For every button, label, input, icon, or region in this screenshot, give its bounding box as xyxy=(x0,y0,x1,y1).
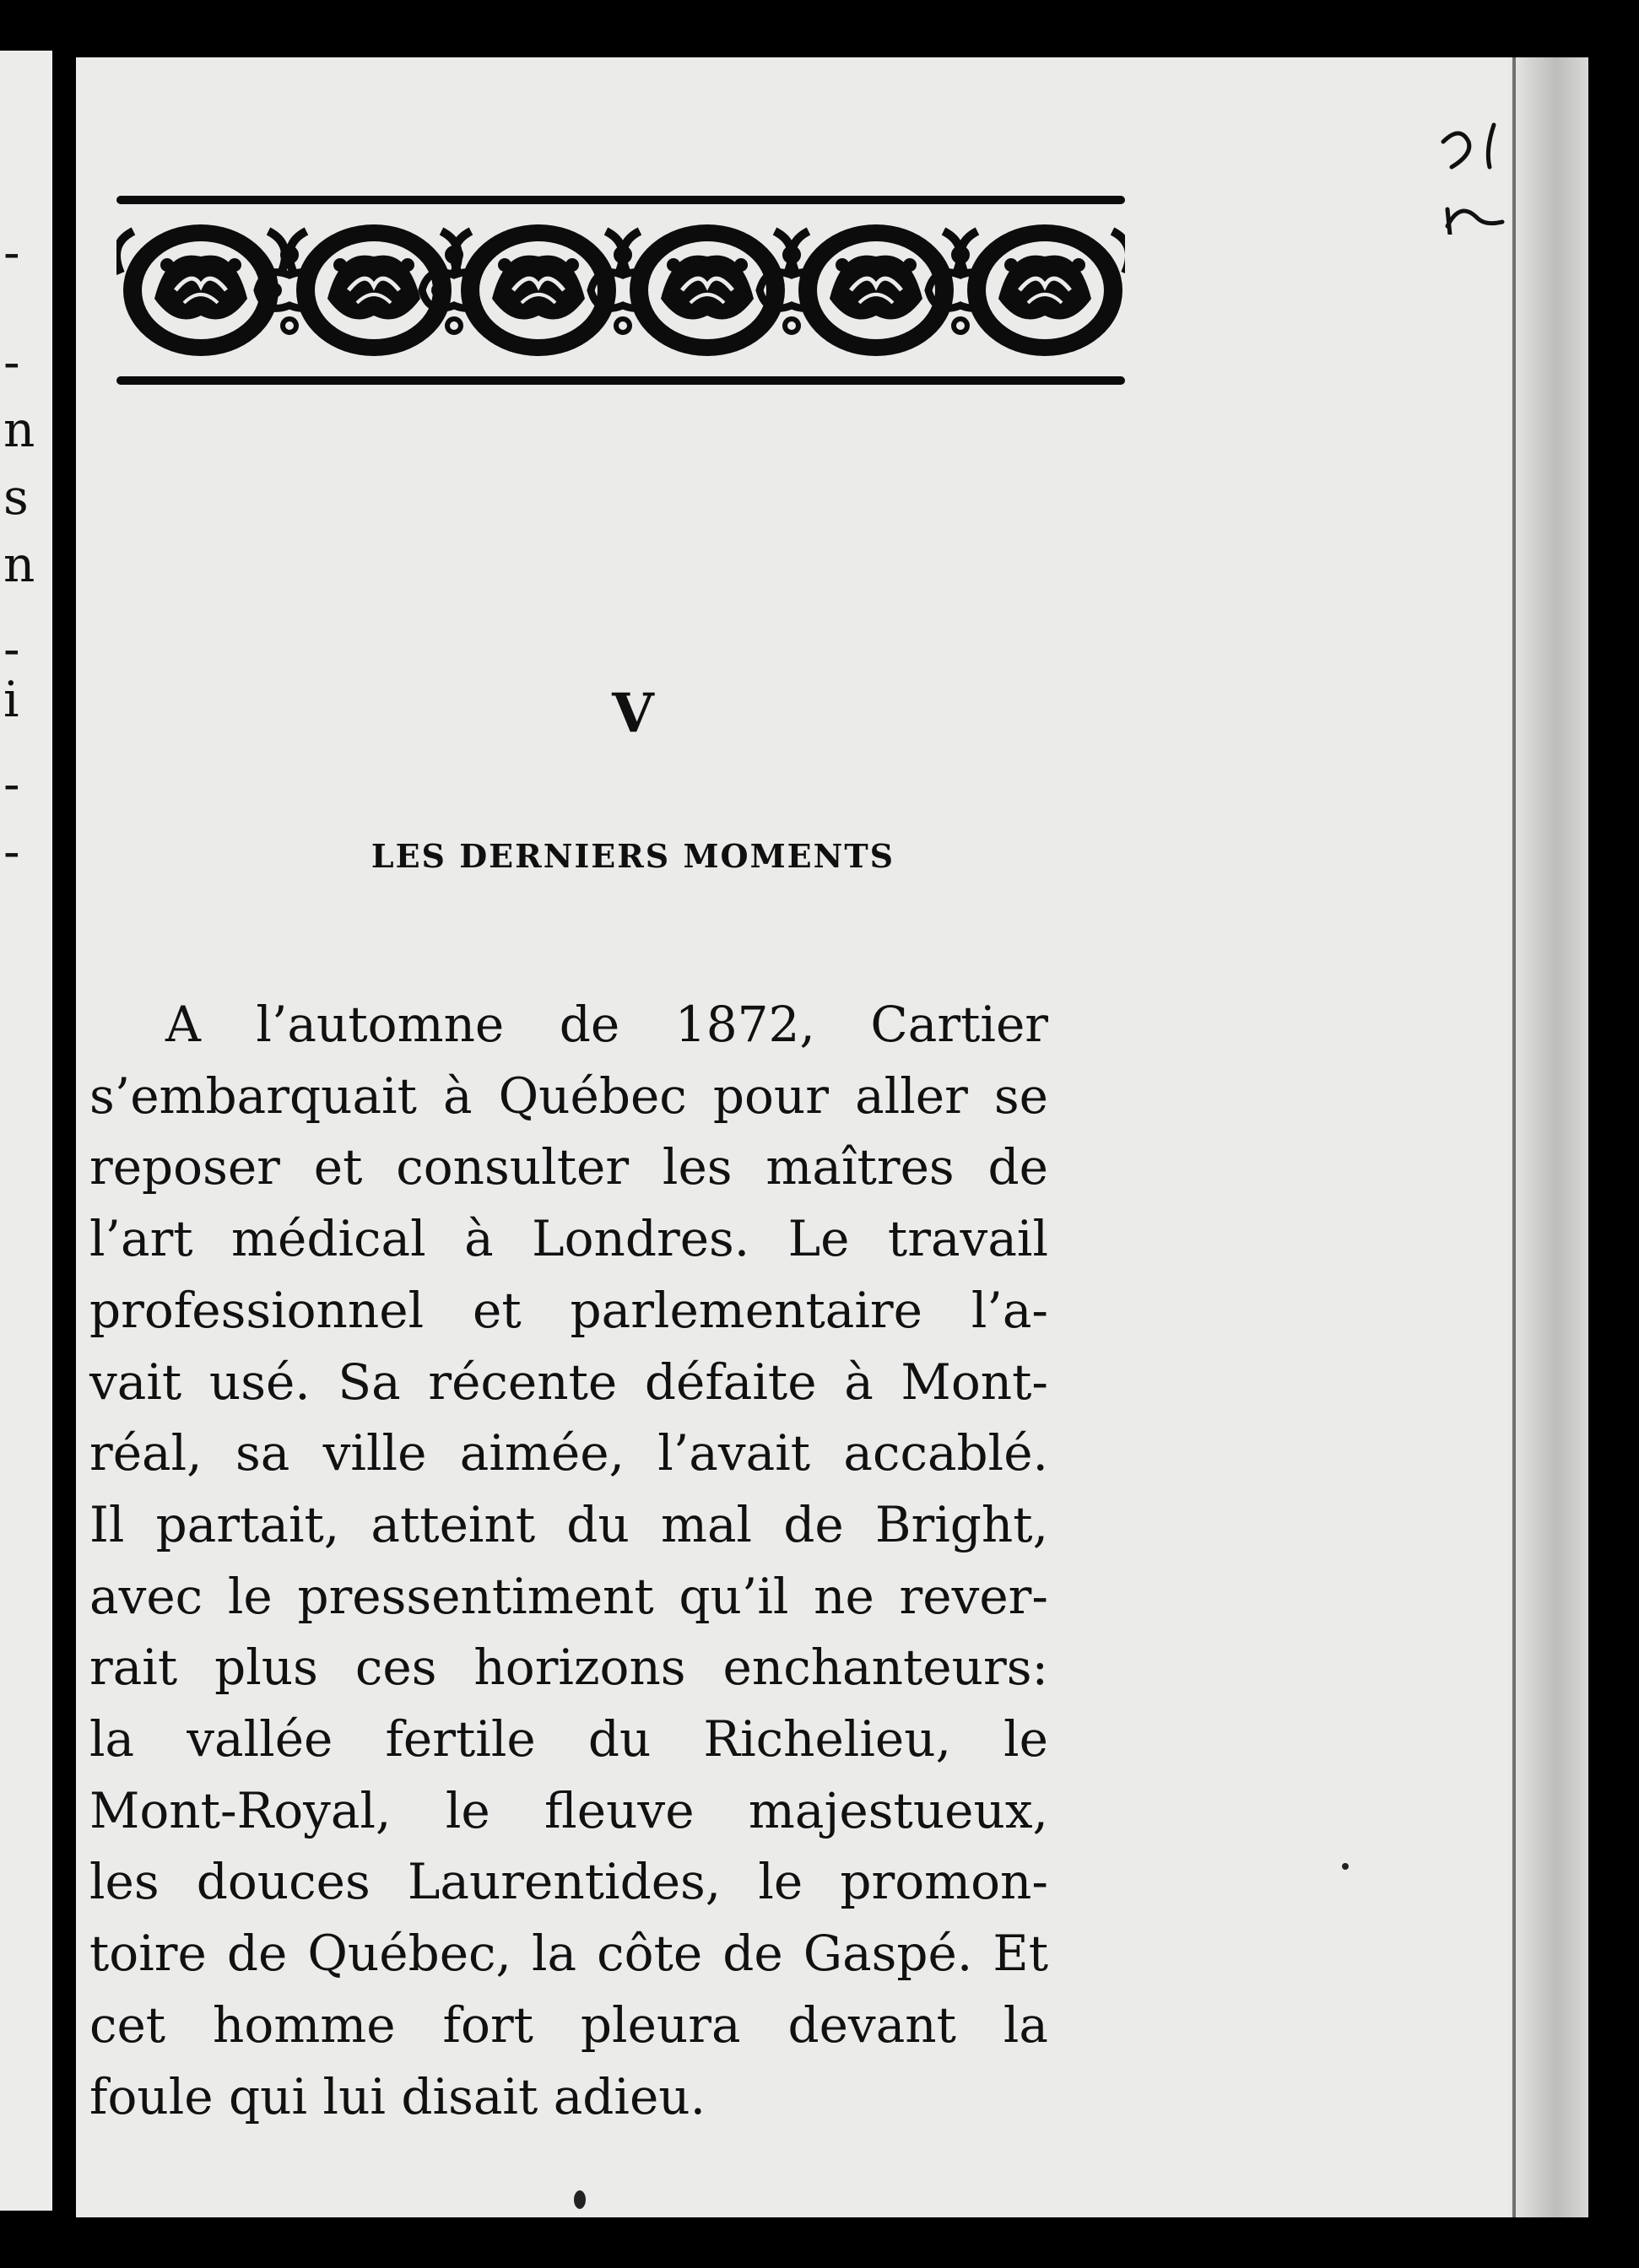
previous-page-fragment: - xyxy=(3,823,20,880)
page-gutter-line xyxy=(1512,57,1516,2217)
text-line: foule qui lui disait adieu. xyxy=(89,2067,706,2125)
text-line: rait plus ces horizons enchanteurs: xyxy=(89,1639,1048,1697)
chapter-body-text xyxy=(89,989,1048,2132)
text-line: reposer et consulter les maîtres de xyxy=(89,1138,1048,1196)
previous-page-fragment: s xyxy=(3,468,29,526)
text-line: la vallée fertile du Richelieu, le xyxy=(89,1710,1048,1768)
text-line: l’art médical à Londres. Le travail xyxy=(89,1210,1048,1268)
scan-speck xyxy=(1342,1863,1349,1870)
text-line: professionnel et parlementaire l’a- xyxy=(89,1281,1048,1339)
text-line: cet homme fort pleura devant la xyxy=(89,1995,1048,2054)
chapter-number: V xyxy=(612,682,654,745)
chapter-title: LES DERNIERS MOMENTS xyxy=(371,837,895,875)
previous-page-fragment: i xyxy=(3,671,19,728)
text-line: A l’automne de 1872, Cartier xyxy=(165,996,1048,1053)
previous-page-edge xyxy=(0,51,52,2211)
book-page xyxy=(76,57,1588,2217)
text-line: s’embarquait à Québec pour aller se xyxy=(89,1066,1048,1125)
scan-speck xyxy=(574,2190,586,2209)
handwritten-page-note-icon xyxy=(1426,116,1528,235)
text-line: Il partait, atteint du mal de Bright, xyxy=(89,1495,1048,1553)
previous-page-fragment: - xyxy=(3,224,20,281)
previous-page-fragment: n xyxy=(3,401,35,458)
text-line: vait usé. Sa récente défaite à Mont- xyxy=(89,1353,1048,1411)
previous-page-fragment: - xyxy=(3,333,20,391)
text-line: avec le pressentiment qu’il ne rever- xyxy=(89,1567,1048,1625)
text-line: les douces Laurentides, le promon- xyxy=(89,1853,1048,1911)
text-line: Mont-Royal, le fleuve majestueux, xyxy=(89,1781,1048,1839)
previous-page-fragment: - xyxy=(3,755,20,813)
previous-page-fragment: n xyxy=(3,536,35,593)
previous-page-fragment: - xyxy=(3,620,20,678)
text-line: réal, sa ville aimée, l’avait accablé. xyxy=(89,1424,1048,1482)
page-gutter-shade xyxy=(1508,57,1588,2217)
text-line: toire de Québec, la côte de Gaspé. Et xyxy=(89,1925,1048,1983)
decorative-header-ornament xyxy=(116,189,1125,392)
